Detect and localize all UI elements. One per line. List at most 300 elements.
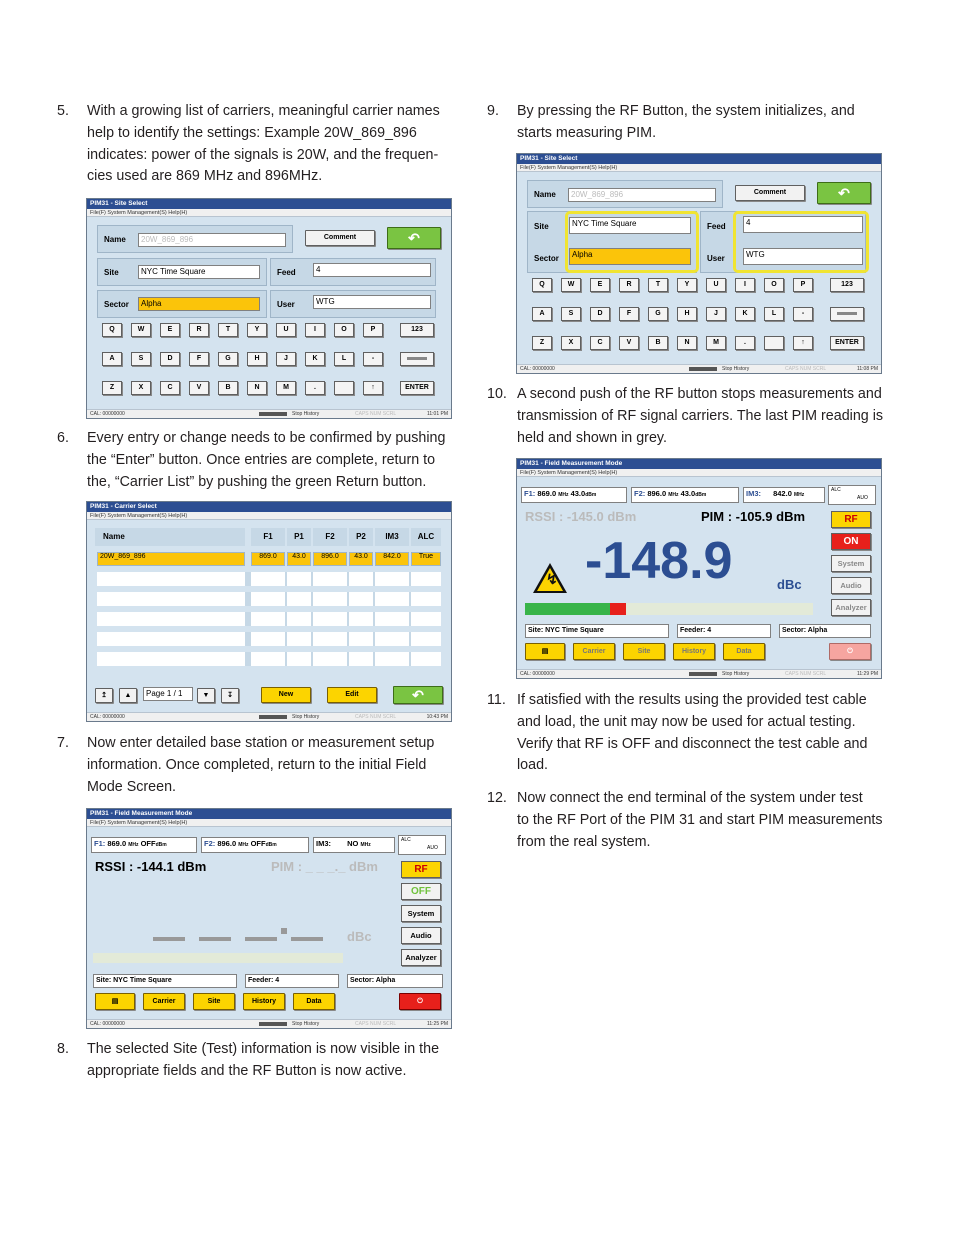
step-5 — [57, 101, 477, 191]
user-label: User — [707, 254, 725, 263]
empty-rows — [95, 572, 445, 672]
im3-value: 842.0 — [773, 489, 792, 498]
alc-box — [398, 835, 446, 855]
step-number: 12. — [487, 790, 507, 806]
dash-bar — [153, 937, 185, 941]
key[interactable]: X — [131, 381, 151, 395]
field-mode-screenshot — [86, 808, 452, 1029]
key[interactable]: R — [189, 323, 209, 337]
key[interactable]: E — [590, 278, 610, 292]
key[interactable]: T — [218, 323, 238, 337]
dash-bar — [245, 937, 277, 941]
f2-power: OFF — [250, 839, 266, 848]
step-line: held and shown in grey. — [517, 429, 667, 446]
key[interactable]: C — [590, 336, 610, 350]
step-line: transmission of RF signal carriers. The last PIM reading is — [517, 407, 884, 424]
step-line: the “Enter” button. Once entries are complete, return to — [87, 451, 436, 468]
f2-value: 896.0 — [217, 839, 237, 848]
f1-box — [91, 837, 197, 853]
new-button[interactable]: New — [261, 687, 311, 703]
step-number: 8. — [57, 1041, 69, 1057]
clock: 11:08 PM — [856, 366, 878, 372]
sector-info: Sector: Alpha — [779, 624, 871, 638]
key[interactable]: Q — [532, 278, 552, 292]
name-label: Name — [104, 235, 126, 244]
step-line: Now enter detailed base station or measurement setup — [87, 735, 435, 751]
step-line: Every entry or change needs to be confirmed by pushing — [87, 430, 446, 446]
f2-unit: MHz — [238, 842, 249, 848]
return-button[interactable] — [387, 227, 441, 249]
step-line: appropriate fields and the RF Button is now active. — [87, 1062, 407, 1079]
data-button[interactable]: Data — [723, 643, 765, 660]
carrier-button[interactable]: Carrier — [573, 643, 615, 660]
f2-label: F2: — [634, 489, 646, 498]
user-field[interactable]: WTG — [743, 248, 863, 265]
im3-value: NO — [347, 839, 359, 848]
sector-label: Sector — [534, 254, 559, 263]
carrier-select-screenshot — [86, 501, 452, 722]
table-header: P2 — [349, 528, 373, 546]
step-line: to the RF Port of the PIM 31 and start PIM measurements — [517, 811, 883, 828]
pim-dbc-value: -148.9 — [585, 532, 733, 590]
f1-box — [521, 487, 627, 503]
f1-power: OFF — [140, 839, 156, 848]
edit-button[interactable]: Edit — [327, 687, 377, 703]
keyboard — [517, 278, 882, 360]
name-field[interactable]: 20W_869_896 — [568, 188, 716, 202]
brand-logo — [259, 412, 287, 416]
key[interactable]: G — [218, 352, 238, 366]
caps-indicator: CAPS NUM SCRL — [785, 366, 827, 372]
user-label: User — [277, 300, 295, 309]
step-line: A second push of the RF button stops measurements and — [517, 386, 882, 402]
step-line: With a growing list of carriers, meaningful carrier names — [87, 103, 440, 119]
step-line: and load, the unit may now be used for actual testing. — [517, 713, 856, 730]
step-number: 7. — [57, 735, 69, 751]
step-number: 6. — [57, 430, 69, 446]
shift-key[interactable]: ↑ — [363, 381, 383, 395]
key[interactable]: H — [247, 352, 267, 366]
step-7 — [57, 733, 477, 801]
brand-logo — [259, 715, 287, 719]
rssi-readout: RSSI : -144.1 dBm — [95, 859, 207, 874]
step-line: By pressing the RF Button, the system initializes, and — [517, 103, 855, 119]
table-row[interactable] — [97, 652, 441, 666]
key[interactable]: Z — [532, 336, 552, 350]
analyzer-button[interactable]: Analyzer — [831, 599, 871, 616]
window-title: PIM31 - Site Select — [517, 154, 881, 164]
key-blank[interactable] — [764, 336, 784, 350]
table-header: Name — [95, 528, 245, 546]
f1-power-unit: dBm — [585, 492, 597, 498]
table-row[interactable] — [95, 552, 445, 566]
feeder-info: Feeder: 4 — [245, 974, 339, 988]
on-button[interactable]: ON — [831, 533, 871, 550]
clock: 10:43 PM — [426, 714, 448, 720]
alc-box — [828, 485, 876, 505]
step-12 — [487, 788, 907, 856]
f1-value: 869.0 — [107, 839, 127, 848]
step-line: indicates: power of the signals is 20W, and the frequen- — [87, 146, 439, 163]
name-label: Name — [534, 190, 556, 199]
f1-power-unit: dBm — [155, 842, 167, 848]
step-line: Verify that RF is OFF and disconnect the test cable and — [517, 735, 868, 752]
status-bar — [517, 364, 881, 373]
cal-label: CAL: 00000000 — [90, 411, 125, 417]
im3-box — [313, 837, 395, 853]
step-11 — [487, 690, 907, 780]
key[interactable]: - — [363, 352, 383, 366]
cal-label: CAL: 00000000 — [520, 671, 555, 677]
f1-label: F1: — [524, 489, 536, 498]
key[interactable]: L — [334, 352, 354, 366]
step-9 — [487, 101, 907, 147]
user-panel — [270, 290, 436, 318]
menu-bar[interactable]: File(F) System Management(S) Help(H) — [87, 512, 451, 520]
key[interactable]: U — [276, 323, 296, 337]
im3-box — [743, 487, 825, 503]
key[interactable]: N — [247, 381, 267, 395]
pim-readout: PIM : -105.9 dBm — [701, 509, 806, 524]
key[interactable]: B — [648, 336, 668, 350]
step-number: 10. — [487, 386, 507, 402]
step-number: 5. — [57, 103, 69, 119]
system-button[interactable]: System — [831, 555, 871, 572]
key[interactable]: N — [677, 336, 697, 350]
table-row[interactable] — [97, 612, 441, 626]
rssi-readout: RSSI : -145.0 dBm — [525, 509, 637, 524]
key[interactable]: O — [764, 278, 784, 292]
key-blank[interactable] — [334, 381, 354, 395]
f2-label: F2: — [204, 839, 216, 848]
return-icon: ↶ — [412, 687, 424, 703]
feeder-info: Feeder: 4 — [677, 624, 771, 638]
key-123[interactable]: 123 — [830, 278, 864, 292]
window-title: PIM31 - Field Measurement Mode — [87, 809, 451, 819]
document-button[interactable] — [95, 993, 135, 1010]
name-panel — [527, 180, 723, 208]
step-line: The selected Site (Test) information is now visible in the — [87, 1041, 440, 1057]
key[interactable]: - — [793, 307, 813, 321]
key[interactable]: T — [648, 278, 668, 292]
sector-info: Sector: Alpha — [347, 974, 443, 988]
feed-label: Feed — [707, 222, 726, 231]
f2-power: 43.0 — [680, 489, 696, 498]
table-cell: 896.0 — [313, 552, 347, 566]
key[interactable]: W — [561, 278, 581, 292]
backspace-icon — [407, 357, 427, 360]
alc-label: ALC — [831, 487, 841, 493]
first-page-button[interactable] — [95, 688, 113, 703]
f2-power-unit: dBm — [695, 492, 707, 498]
step-line: Mode Screen. — [87, 778, 177, 795]
key[interactable]: A — [532, 307, 552, 321]
return-button[interactable] — [817, 182, 871, 204]
table-cell: 869.0 — [251, 552, 285, 566]
step-line: the, “Carrier List” by pushing the green Return button. — [87, 473, 427, 490]
auto-label: AUO — [857, 495, 868, 501]
status-bar — [87, 409, 451, 418]
key[interactable]: Y — [677, 278, 697, 292]
step-8 — [57, 1039, 477, 1085]
key[interactable]: S — [561, 307, 581, 321]
audio-button[interactable]: Audio — [401, 927, 441, 944]
f1-unit: MHz — [558, 492, 569, 498]
feed-field[interactable]: 4 — [313, 263, 431, 277]
key[interactable]: C — [160, 381, 180, 395]
table-cell: 43.0 — [287, 552, 311, 566]
f1-value: 869.0 — [537, 489, 557, 498]
key[interactable]: Z — [102, 381, 122, 395]
site-label: Site — [534, 222, 549, 231]
menu-bar[interactable]: File(F) System Management(S) Help(H) — [87, 209, 451, 217]
analyzer-button[interactable]: Analyzer — [401, 949, 441, 966]
f1-power: 43.0 — [570, 489, 586, 498]
site-button[interactable]: Site — [623, 643, 665, 660]
comment-button[interactable]: Comment — [735, 185, 805, 201]
key[interactable]: D — [590, 307, 610, 321]
dbc-unit: dBc — [347, 929, 372, 944]
step-line: starts measuring PIM. — [517, 124, 657, 141]
key[interactable]: I — [305, 323, 325, 337]
cal-label: CAL: 00000000 — [90, 1021, 125, 1027]
sector-field[interactable]: Alpha — [138, 297, 260, 311]
system-button[interactable]: System — [401, 905, 441, 922]
audio-button[interactable]: Audio — [831, 577, 871, 594]
step-line: If satisfied with the results using the provided test cable — [517, 692, 867, 708]
lightning-icon: ↯ — [546, 571, 558, 587]
key[interactable]: H — [677, 307, 697, 321]
rf-button[interactable]: RF — [401, 861, 441, 878]
return-icon: ↶ — [408, 230, 420, 246]
menu-bar[interactable]: File(F) System Management(S) Help(H) — [517, 164, 881, 172]
step-line: cies used are 869 MHz and 896MHz. — [87, 168, 323, 185]
pim-readout: PIM : _ _ _._ dBm — [271, 859, 378, 874]
site-button[interactable]: Site — [193, 993, 235, 1010]
step-line: Now connect the end terminal of the system under test — [517, 790, 863, 806]
backspace-icon — [837, 312, 857, 315]
table-cell: 842.0 — [375, 552, 409, 566]
key[interactable]: B — [218, 381, 238, 395]
site-field[interactable]: NYC Time Square — [569, 217, 691, 234]
sector-panel — [97, 290, 267, 318]
site-select-screenshot — [86, 198, 452, 419]
im3-unit: MHz — [793, 492, 805, 498]
auto-label: AUO — [427, 845, 438, 851]
f2-unit: MHz — [668, 492, 679, 498]
key[interactable]: Q — [102, 323, 122, 337]
site-info: Site: NYC Time Square — [525, 624, 669, 638]
table-row[interactable] — [97, 592, 441, 606]
cal-label: CAL: 00000000 — [90, 714, 125, 720]
step-line: help to identify the settings: Example 20W_869_896 — [87, 124, 417, 141]
table-cell: True — [411, 552, 441, 566]
key[interactable]: K — [735, 307, 755, 321]
im3-label: IM3: — [316, 839, 331, 848]
site-field[interactable]: NYC Time Square — [138, 265, 260, 279]
level-bar-fill — [525, 603, 614, 615]
key[interactable]: A — [102, 352, 122, 366]
site-select-highlight-screenshot — [516, 153, 882, 374]
clock: 11:29 PM — [856, 671, 878, 677]
stop-history-label: Stop History — [292, 411, 320, 417]
key[interactable]: U — [706, 278, 726, 292]
level-bar — [93, 953, 343, 963]
site-panel — [97, 258, 267, 286]
f2-value: 896.0 — [647, 489, 667, 498]
comment-button[interactable]: Comment — [305, 230, 375, 246]
window-title: PIM31 - Carrier Select — [87, 502, 451, 512]
f2-box — [631, 487, 739, 503]
caps-indicator: CAPS NUM SCRL — [355, 411, 397, 417]
f1-unit: MHz — [128, 842, 139, 848]
data-button[interactable]: Data — [293, 993, 335, 1010]
power-button[interactable] — [829, 643, 871, 660]
table-row[interactable] — [97, 632, 441, 646]
table-header: F2 — [313, 528, 347, 546]
return-button[interactable] — [393, 686, 443, 704]
document-icon: ▤ — [111, 998, 119, 1005]
im3-label: IM3: — [746, 489, 761, 498]
key[interactable]: V — [619, 336, 639, 350]
key[interactable]: O — [334, 323, 354, 337]
window-title: PIM31 - Site Select — [87, 199, 451, 209]
backspace-key[interactable] — [400, 352, 434, 366]
table-header: IM3 — [375, 528, 409, 546]
sector-field[interactable]: Alpha — [569, 248, 691, 265]
status-bar — [87, 712, 451, 721]
feed-field[interactable]: 4 — [743, 216, 863, 233]
step-6 — [57, 428, 477, 496]
history-button[interactable]: History — [243, 993, 285, 1010]
brand-logo — [689, 672, 717, 676]
caps-indicator: CAPS NUM SCRL — [785, 671, 827, 677]
off-button[interactable]: OFF — [401, 883, 441, 900]
return-icon: ↶ — [838, 185, 850, 201]
table-header: ALC — [411, 528, 441, 546]
key[interactable]: . — [735, 336, 755, 350]
site-label: Site — [104, 268, 119, 277]
level-bar-tip — [610, 603, 626, 615]
carrier-table — [95, 528, 445, 678]
step-number: 11. — [487, 692, 506, 708]
key[interactable]: J — [276, 352, 296, 366]
key[interactable]: L — [764, 307, 784, 321]
skip-up-icon: ↥ — [101, 692, 107, 699]
menu-bar[interactable]: File(F) System Management(S) Help(H) — [517, 469, 881, 477]
key[interactable]: J — [706, 307, 726, 321]
step-line: information. Once completed, return to the initial Field — [87, 756, 427, 773]
document-icon: ▤ — [541, 648, 549, 655]
key[interactable]: M — [276, 381, 296, 395]
f2-box — [201, 837, 309, 853]
carrier-button[interactable]: Carrier — [143, 993, 185, 1010]
sector-label: Sector — [104, 300, 129, 309]
key[interactable]: P — [363, 323, 383, 337]
stop-history-label: Stop History — [722, 671, 750, 677]
backspace-key[interactable] — [830, 307, 864, 321]
key[interactable]: Y — [247, 323, 267, 337]
last-page-button[interactable] — [221, 688, 239, 703]
rf-button[interactable]: RF — [831, 511, 871, 528]
keyboard — [87, 323, 452, 405]
key[interactable]: X — [561, 336, 581, 350]
table-cell: 43.0 — [349, 552, 373, 566]
alc-label: ALC — [401, 837, 411, 843]
key[interactable]: F — [189, 352, 209, 366]
power-icon: ⏻ — [417, 998, 423, 1005]
table-row[interactable] — [97, 572, 441, 586]
key[interactable]: . — [305, 381, 325, 395]
enter-key[interactable]: ENTER — [830, 336, 864, 350]
prev-page-button[interactable] — [119, 688, 137, 703]
stop-history-label: Stop History — [292, 1021, 320, 1027]
table-cell: 20W_869_896 — [97, 552, 245, 566]
key[interactable]: W — [131, 323, 151, 337]
feed-panel — [270, 258, 436, 286]
field-mode-measuring-screenshot — [516, 458, 882, 679]
f1-label: F1: — [94, 839, 106, 848]
key[interactable]: S — [131, 352, 151, 366]
user-field[interactable]: WTG — [313, 295, 431, 309]
brand-logo — [689, 367, 717, 371]
document-button[interactable] — [525, 643, 565, 660]
arrow-down-icon: ▼ — [202, 692, 210, 699]
skip-down-icon: ↧ — [227, 692, 233, 699]
enter-key[interactable]: ENTER — [400, 381, 434, 395]
history-button[interactable]: History — [673, 643, 715, 660]
step-10 — [487, 384, 907, 452]
key[interactable]: F — [619, 307, 639, 321]
step-number: 9. — [487, 103, 499, 119]
window-title: PIM31 - Field Measurement Mode — [517, 459, 881, 469]
key[interactable]: M — [706, 336, 726, 350]
stop-history-label: Stop History — [722, 366, 750, 372]
clock: 11:25 PM — [426, 1021, 448, 1027]
key[interactable]: V — [189, 381, 209, 395]
key[interactable]: P — [793, 278, 813, 292]
key[interactable]: D — [160, 352, 180, 366]
dash-dot — [281, 928, 287, 934]
step-line: load. — [517, 757, 549, 774]
next-page-button[interactable] — [197, 688, 215, 703]
caps-indicator: CAPS NUM SCRL — [355, 1021, 397, 1027]
level-bar — [525, 603, 813, 615]
step-line: from the real system. — [517, 833, 651, 850]
key[interactable]: E — [160, 323, 180, 337]
table-header: F1 — [251, 528, 285, 546]
key[interactable]: I — [735, 278, 755, 292]
site-info: Site: NYC Time Square — [93, 974, 237, 988]
clock: 11:01 PM — [426, 411, 448, 417]
name-field[interactable]: 20W_869_896 — [138, 233, 286, 247]
name-panel — [97, 225, 293, 253]
shift-key[interactable]: ↑ — [793, 336, 813, 350]
key[interactable]: R — [619, 278, 639, 292]
menu-bar[interactable]: File(F) System Management(S) Help(H) — [87, 819, 451, 827]
arrow-up-icon: ▲ — [124, 692, 132, 699]
key[interactable]: K — [305, 352, 325, 366]
key[interactable]: G — [648, 307, 668, 321]
status-bar — [87, 1019, 451, 1028]
stop-history-label: Stop History — [292, 714, 320, 720]
im3-unit: MHz — [360, 842, 371, 848]
dbc-unit: dBc — [777, 577, 802, 592]
power-button[interactable] — [399, 993, 441, 1010]
feed-label: Feed — [277, 268, 296, 277]
page-indicator: Page 1 / 1 — [143, 687, 193, 701]
key-123[interactable]: 123 — [400, 323, 434, 337]
